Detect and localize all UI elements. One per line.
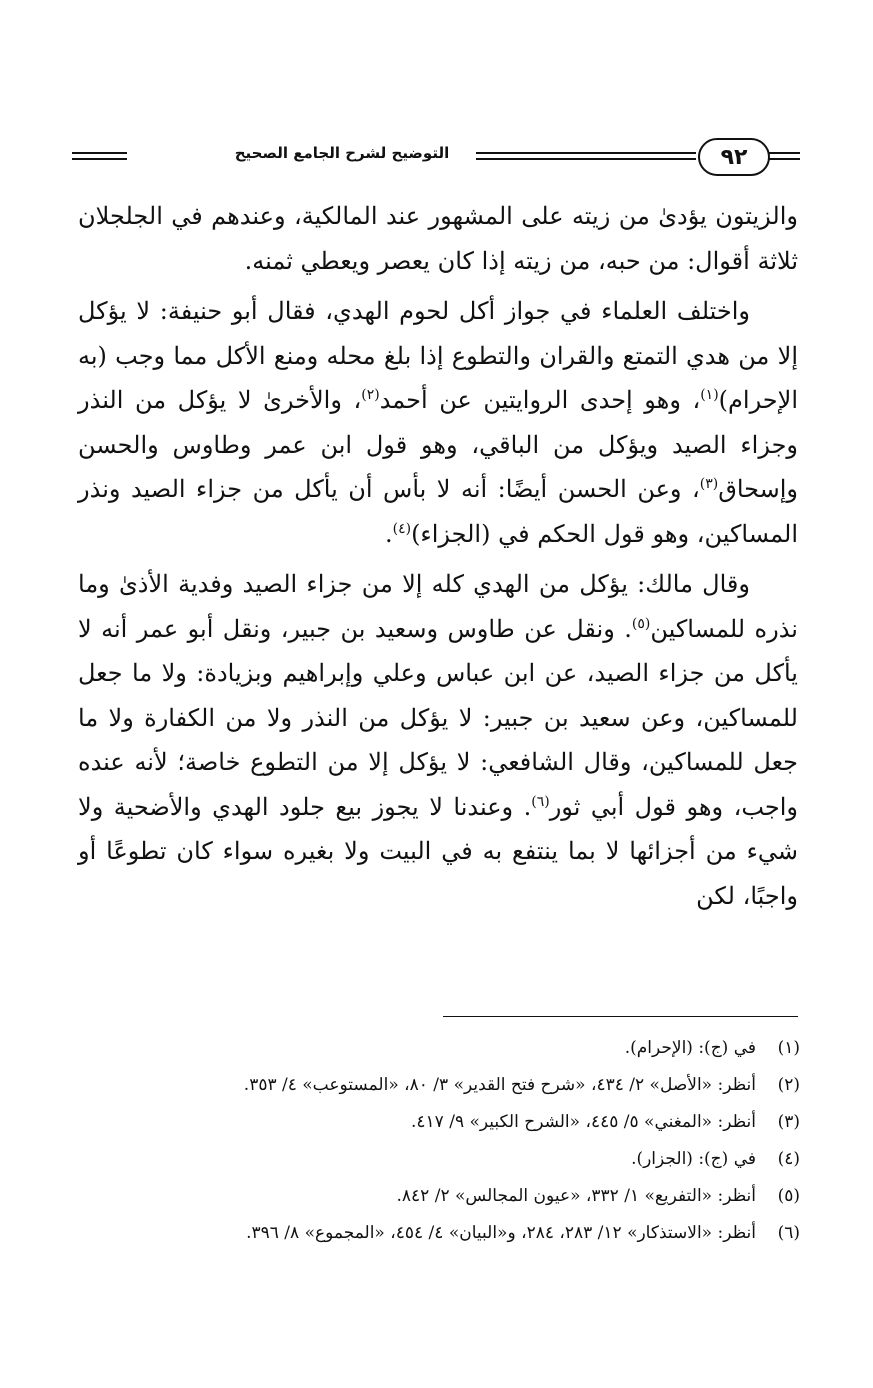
footnote-marker-1[interactable]: (١): [700, 387, 719, 403]
page-number: ٩٢: [698, 138, 770, 176]
header-rule-middle-top: [476, 152, 696, 154]
paragraph-2: [78, 289, 798, 556]
footnote-number: (٥): [777, 1186, 800, 1206]
footnote-number: (٤): [777, 1149, 800, 1169]
footnote-separator: [443, 1016, 798, 1017]
paragraph-3: [78, 562, 798, 918]
header-rule-left-bottom: [72, 158, 127, 160]
footnote-marker-5[interactable]: (٥): [631, 615, 651, 632]
paragraph-2-text-b: ، وهو إحدى الروايتين عن أحمد: [379, 386, 701, 414]
header-rule-right-top: [766, 152, 800, 154]
footnote-text: أنظر: «الاستذكار» ١٢/ ٢٨٣، ٢٨٤، و«البيان» ٤/ ٤٥٤، «المجموع» ٨/ ٣٩٦.: [246, 1223, 756, 1243]
running-header: [72, 138, 800, 178]
header-rule-left-top: [72, 152, 127, 154]
footnote-marker-6[interactable]: (٦): [531, 793, 550, 810]
footnote-number: (٦): [777, 1223, 800, 1243]
footnote-6: [78, 1215, 800, 1252]
footnote-marker-4[interactable]: (٤): [392, 520, 412, 537]
paragraph-2-text-a: واختلف العلماء في جواز أكل لحوم الهدي، فقال أبو حنيفة: لا يؤكل إلا من هدي التمتع والقران والتطوع إذا بلغ محله ومنع الأكل مما وجب (به الإحرام): [78, 297, 799, 414]
footnote-4: [78, 1141, 800, 1178]
footnote-number: (٢): [777, 1075, 800, 1095]
footnote-text: أنظر: «المغني» ٥/ ٤٤٥، «الشرح الكبير» ٩/ ٤١٧.: [411, 1112, 756, 1132]
footnote-5: [78, 1178, 800, 1215]
running-title: التوضيح لشرح الجامع الصحيح: [234, 144, 450, 162]
footnote-1: [78, 1030, 800, 1067]
paragraph-3-text-c: . وعندنا لا يجوز بيع جلود الهدي والأضحية ولا شيء من أجزائها لا بما ينتفع به في البيت ولا بغيره سواء كان تطوعًا أو واجبًا، لكن: [78, 792, 798, 910]
footnote-text: في (ج): (الإحرام).: [624, 1038, 756, 1058]
paragraph-3-text-a: وقال مالك: يؤكل من الهدي كله إلا من جزاء الصيد وفدية الأذىٰ وما نذره للمساكين: [78, 570, 798, 643]
footnote-marker-2[interactable]: (٢): [361, 387, 380, 403]
footnotes: [78, 1030, 800, 1252]
footnote-number: (٣): [777, 1112, 800, 1132]
paragraph-2-text-c: ، والأخرىٰ لا يؤكل من النذر وجزاء الصيد ويؤكل من الباقي، وهو قول ابن عمر وطاوس والحسن وإسحاق: [78, 386, 798, 503]
footnote-2: [78, 1067, 800, 1104]
header-rule-right-bottom: [766, 158, 800, 160]
paragraph-2-text-e: .: [384, 519, 393, 548]
paragraph-2-text-d: ، وعن الحسن أيضًا: أنه لا بأس أن يأكل من جزاء الصيد ونذر المساكين، وهو قول الحكم في (الجزاء): [78, 475, 798, 548]
header-rule-middle-bottom: [476, 158, 696, 160]
paragraph-1: [78, 194, 798, 283]
paragraph-1-text: والزيتون يؤدىٰ من زيته على المشهور عند المالكية، وعندهم في الجلجلان ثلاثة أقوال: من حبه، من زيته إذا كان يعصر ويعطي ثمنه.: [78, 202, 798, 275]
footnote-text: أنظر: «التفريع» ١/ ٣٣٢، «عيون المجالس» ٢/ ٨٤٢.: [396, 1186, 756, 1206]
footnote-text: أنظر: «الأصل» ٢/ ٤٣٤، «شرح فتح القدير» ٣/ ٨٠، «المستوعب» ٤/ ٣٥٣.: [243, 1075, 756, 1095]
footnote-number: (١): [777, 1038, 800, 1058]
footnote-3: [78, 1104, 800, 1141]
footnote-text: في (ج): (الجزار).: [631, 1149, 756, 1169]
paragraph-3-text-b: . ونقل عن طاوس وسعيد بن جبير، ونقل أبو عمر أنه لا يأكل من جزاء الصيد، عن ابن عباس وعلي وإبراهيم وبزيادة: ولا ما جعل للمساكين، وعن سعيد بن جبير: لا يؤكل من النذر ولا من الكفارة ولا ما جعل للمساكين، وقال الشافعي: لا يؤكل إلا من التطوع خاصة؛ لأنه عنده واجب، وهو قول أبي ثور: [78, 614, 798, 821]
footnote-marker-3[interactable]: (٣): [699, 476, 719, 492]
main-text: [78, 194, 798, 924]
